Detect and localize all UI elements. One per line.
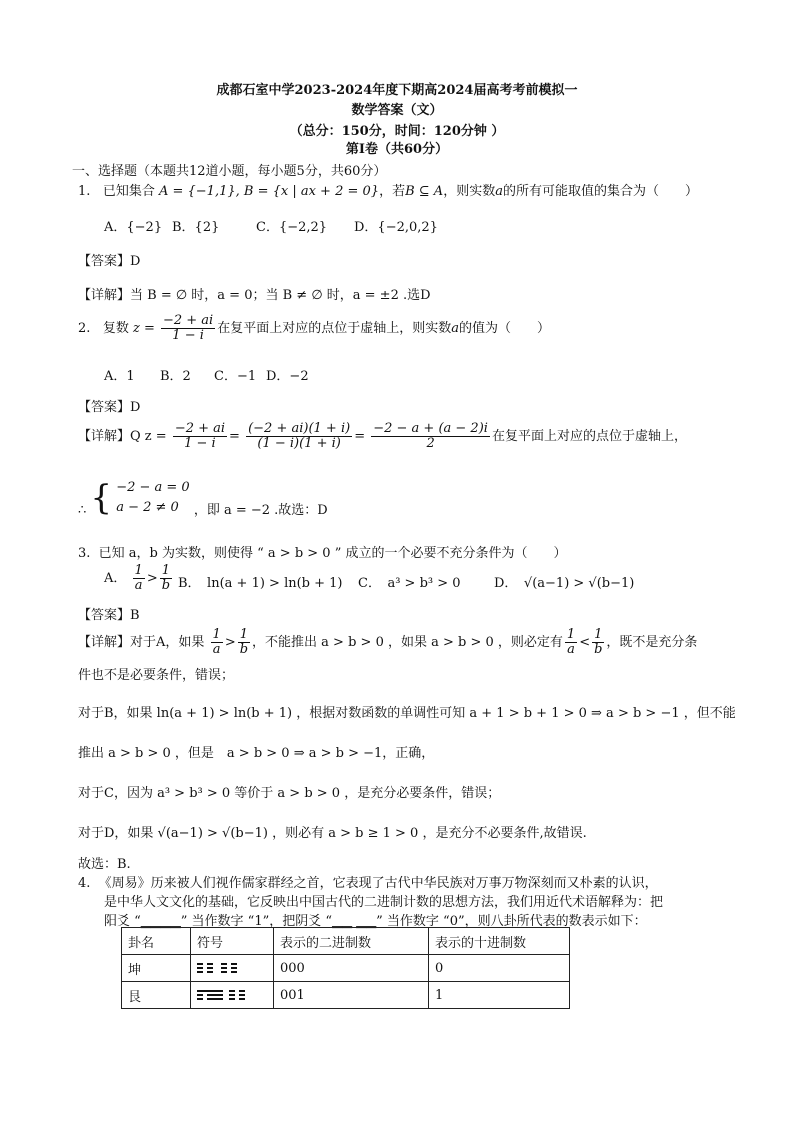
- q3-detail-1-frac-4-den: b: [594, 642, 603, 657]
- q3-detail-1-frac-3: [565, 628, 577, 657]
- q3-detail-1-cont: 件也不是必要条件，错误；: [78, 668, 235, 683]
- q3-detail-1-lt: <: [579, 635, 591, 650]
- question-3-stem: [78, 542, 567, 561]
- q3-option-a-frac-2: [160, 564, 172, 593]
- q3-detail-2-cont: 推出 a > b > 0 ，但是 a > b > 0 ⇒ a > b > −1，正确，: [78, 746, 435, 761]
- question-2-stem: [78, 314, 550, 343]
- q3-detail-1: [78, 628, 697, 657]
- trigram-kun-icon: [191, 955, 274, 982]
- q3-answer: 【答案】B: [78, 608, 140, 623]
- q3-detail-1-c: ，既不是充分条: [606, 635, 698, 650]
- q3-detail-1-gt: >: [224, 635, 236, 650]
- q2-fraction-den: 1 − i: [172, 328, 204, 343]
- table-cell-decimal: 0: [429, 955, 570, 982]
- table-header-cell: 表示的十进制数: [429, 928, 570, 955]
- section-heading: 一、选择题（本题共12道小题，每小题5分，共60分）: [72, 164, 387, 179]
- doc-info: （总分：150分，时间：120分钟 ）: [289, 124, 505, 139]
- q2-number: 2.: [78, 321, 91, 336]
- q3-option-a-gt: >: [146, 571, 158, 586]
- q3-text: 已知 a，b 为实数，则使得 “ a > b > 0 ” 成立的一个必要不充分条件为（ ）: [98, 546, 567, 561]
- q2-detail-frac-3: [371, 422, 490, 451]
- q3-detail-1-b: ，不能推出 a > b > 0 ，如果 a > b > 0 ，则必定有: [252, 635, 563, 650]
- table-header-cell: 符号: [191, 928, 274, 955]
- q2-detail-frac-2-num: (−2 + ai)(1 + i): [248, 421, 351, 436]
- q2-conclusion: ，即 a = −2 .故选：D: [193, 503, 328, 518]
- q3-option-a-frac-1: [133, 564, 145, 593]
- q3-option-a-frac-2-den: b: [161, 578, 171, 593]
- q3-option-a: [104, 564, 174, 593]
- q2-option-b: B．2: [160, 369, 191, 384]
- q2-detail-frac-2: [246, 422, 352, 451]
- table-header-row: [122, 928, 570, 955]
- q2-detail-b: 在复平面上对应的点位于虚轴上，: [491, 429, 687, 444]
- table-header-cell: 表示的二进制数: [274, 928, 429, 955]
- q4-text-1: 《周易》历来被人们视作儒家群经之首，它表现了古代中华民族对万事万物深刻而又朴素的认识，: [98, 876, 658, 891]
- doc-subtitle: 数学答案（文）: [351, 103, 443, 118]
- q2-detail-frac-1-den: 1 − i: [184, 436, 216, 451]
- q2-detail-a: 【详解】Q z =: [78, 429, 167, 444]
- q3-option-c: C． a³ > b³ > 0: [358, 576, 461, 591]
- q2-option-d: D．−2: [266, 369, 309, 384]
- q2-system-eq-2: a − 2 ≠ 0: [116, 500, 179, 515]
- q2-system-equations: [116, 478, 190, 518]
- table-cell-binary: 000: [274, 955, 429, 982]
- doc-title: 成都石室中学2023-2024年度下期高2024届高考考前模拟一: [216, 83, 578, 98]
- q1-detail: 【详解】当 B = ∅ 时，a = 0；当 B ≠ ∅ 时，a = ±2 .选D: [78, 288, 431, 303]
- table-row: [122, 955, 570, 982]
- q2-fraction-num: −2 + ai: [162, 313, 214, 328]
- q2-detail: 【详解】Q z = $\frac{-2 + ai}{1 - i}$ = $\frac{(-2 + ai)(1 + i)}{(1 - i)(1 + i)}$ = $\frac{-2 - a + (a - 2)i}{2}$ 在复平面上对应的点位于虚轴上，: [78, 421, 687, 451]
- q2-therefore: ∴: [78, 503, 87, 518]
- q2-detail-frac-1-num: −2 + ai: [174, 421, 226, 436]
- table-cell-decimal: 1: [429, 982, 570, 1009]
- q2-system: [78, 478, 328, 518]
- table-cell-name: 艮: [122, 982, 191, 1009]
- q2-option-a: A．1: [104, 369, 135, 384]
- q1-number: 1.: [78, 184, 91, 199]
- q3-detail-1-a: 【详解】对于A，如果: [78, 635, 205, 650]
- doc-volume: 第Ⅰ卷（共60分）: [345, 142, 449, 157]
- q1-option-b: B．{2}: [172, 220, 220, 235]
- table-header-cell: 卦名: [122, 928, 191, 955]
- q3-option-a-frac-1-num: 1: [134, 563, 143, 578]
- q2-z: z =: [132, 321, 155, 336]
- q1-answer: 【答案】D: [78, 254, 141, 269]
- q1-var: a: [495, 184, 503, 199]
- q3-detail-3: 对于C，因为 a³ > b³ > 0 等价于 a > b > 0 ，是充分必要条件，错误；: [78, 786, 501, 801]
- q3-option-b: B． ln(a + 1) > ln(b + 1): [178, 576, 343, 591]
- q1-condition: B ⊆ A: [405, 184, 444, 199]
- q2-text-a: 复数: [102, 321, 129, 336]
- q1-text-d: 的所有可能取值的集合为（ ）: [502, 184, 698, 199]
- question-4-line-1: [78, 872, 658, 891]
- table-row: [122, 982, 570, 1009]
- q1-text-b: ，若: [379, 184, 406, 199]
- q2-text-c: 的值为（ ）: [459, 321, 551, 336]
- q4-text-2: 是中华人文文化的基础，它反映出中国古代的二进制计数的思想方法，我们用近代术语解释为：把: [104, 895, 664, 910]
- q3-detail-1-frac-1-den: a: [212, 642, 221, 657]
- q1-option-c: C．{−2,2}: [256, 220, 328, 235]
- q4-number: 4.: [78, 876, 91, 891]
- q3-detail-1-frac-1-num: 1: [212, 627, 221, 642]
- q4-text-3: 阳爻 “▁▁▁▁” 当作数字 “1”，把阴爻 “▁▁ ▁▁” 当作数字 “0”，则八卦所代表的数表示如下：: [104, 914, 647, 929]
- q3-detail-1-frac-2: [238, 628, 250, 657]
- q2-option-c: C．−1: [214, 369, 257, 384]
- q2-text-b: 在复平面上对应的点位于虚轴上，则实数: [217, 321, 452, 336]
- q3-detail-2: 对于B，如果 ln(a + 1) > ln(b + 1) ，根据对数函数的单调性可知 a + 1 > b + 1 > 0 ⇒ a > b > −1 ，但不能: [78, 706, 736, 721]
- q3-final: 故选：B.: [78, 857, 131, 872]
- table-cell-binary: 001: [274, 982, 429, 1009]
- q2-detail-frac-3-den: 2: [426, 436, 435, 451]
- q3-option-d: D． √(a−1) > √(b−1): [494, 576, 635, 591]
- q2-var: a: [451, 321, 459, 336]
- q2-detail-frac-2-den: (1 − i)(1 + i): [257, 436, 341, 451]
- q3-detail-1-frac-4-num: 1: [592, 628, 604, 643]
- left-brace-icon: {: [90, 478, 113, 518]
- q2-detail-frac-3-num: −2 − a + (a − 2)i: [373, 421, 488, 436]
- question-1-stem: [78, 180, 698, 199]
- q2-fraction: [161, 314, 215, 343]
- q3-detail-1-frac-3-den: a: [567, 642, 575, 657]
- q3-option-a-frac-2-num: 1: [160, 564, 172, 579]
- q3-detail-1-frac-4: [592, 628, 604, 657]
- q3-detail-1-frac-2-den: b: [239, 642, 249, 657]
- q3-option-a-label: A．: [104, 571, 127, 586]
- q3-detail-1-frac-2-num: 1: [238, 628, 250, 643]
- bagua-table: [121, 927, 570, 1009]
- q3-detail-1-frac-1: [211, 628, 223, 657]
- q2-system-eq-1: −2 − a = 0: [116, 480, 190, 495]
- q3-option-a-frac-1-den: a: [134, 578, 143, 593]
- q1-option-d: D．{−2,0,2}: [354, 220, 438, 235]
- q2-answer: 【答案】D: [78, 400, 141, 415]
- q3-number: 3.: [78, 546, 91, 561]
- table-cell-name: 坤: [122, 955, 191, 982]
- q1-text-a: 已知集合: [102, 184, 155, 199]
- q1-text-c: ，则实数: [443, 184, 496, 199]
- q1-sets: A = {−1,1}, B = {x | ax + 2 = 0}: [158, 184, 380, 199]
- q3-detail-4: 对于D，如果 √(a−1) > √(b−1) ，则必有 a > b ≥ 1 > 0 ，是充分不必要条件,故错误.: [78, 826, 587, 841]
- trigram-gen-icon: [191, 982, 274, 1009]
- q3-detail-1-frac-3-num: 1: [566, 627, 576, 642]
- q2-detail-frac-1: [173, 422, 227, 451]
- q1-option-a: A．{−2}: [104, 220, 163, 235]
